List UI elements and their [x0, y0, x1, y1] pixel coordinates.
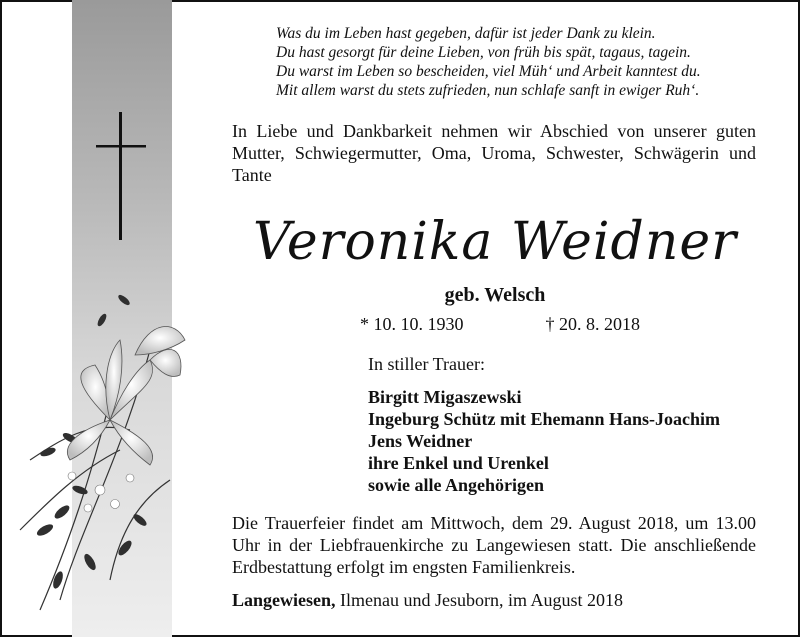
deceased-name: Veronika Weidner: [253, 212, 737, 272]
memorial-poem: [276, 24, 776, 100]
farewell-intro: In Liebe und Dankbarkeit nehmen wir Abschied von unserer guten Mutter, Schwiegermutter, Oma, Uroma, Schwester, Schwägerin und Tante: [232, 121, 756, 185]
mourner: Ingeburg Schütz mit Ehemann Hans-Joachim: [368, 409, 721, 429]
poem-line: Was du im Leben hast gegeben, dafür ist jeder Dank zu klein.: [276, 25, 656, 42]
place-date-line: [232, 590, 623, 611]
birth-name: geb. Welsch: [444, 284, 546, 306]
place-rest: Ilmenau und Jesuborn, im August 2018: [335, 590, 623, 610]
mourner: sowie alle Angehörigen: [368, 475, 544, 495]
place-town: Langewiesen,: [232, 590, 336, 610]
poem-line: Du hast gesorgt für deine Lieben, von früh bis spät, tagaus, tagein.: [276, 44, 691, 61]
birth-date: * 10. 10. 1930: [360, 314, 464, 334]
mourner: Jens Weidner: [368, 431, 473, 451]
lily-bouquet-icon: [0, 280, 200, 620]
poem-line: Mit allem warst du stets zufrieden, nun schlafe sanft in ewiger Ruh‘.: [276, 82, 700, 99]
death-date: † 20. 8. 2018: [545, 314, 640, 334]
mourners-list: [368, 386, 720, 496]
latin-cross-icon: [96, 112, 148, 242]
mourner: ihre Enkel und Urenkel: [368, 453, 549, 473]
mourning-label: In stiller Trauer:: [368, 354, 485, 374]
funeral-service-text: Die Trauerfeier findet am Mittwoch, dem 29. August 2018, um 13.00 Uhr in der Liebfrauenkirche zu Langewiesen statt. Die anschließende Erdbestattung erfolgt im engsten Familienkreis.: [232, 513, 756, 577]
poem-line: Du warst im Leben so bescheiden, viel Müh‘ und Arbeit kanntest du.: [276, 63, 701, 80]
mourner: Birgitt Migaszewski: [368, 387, 522, 407]
life-dates: [360, 314, 640, 335]
